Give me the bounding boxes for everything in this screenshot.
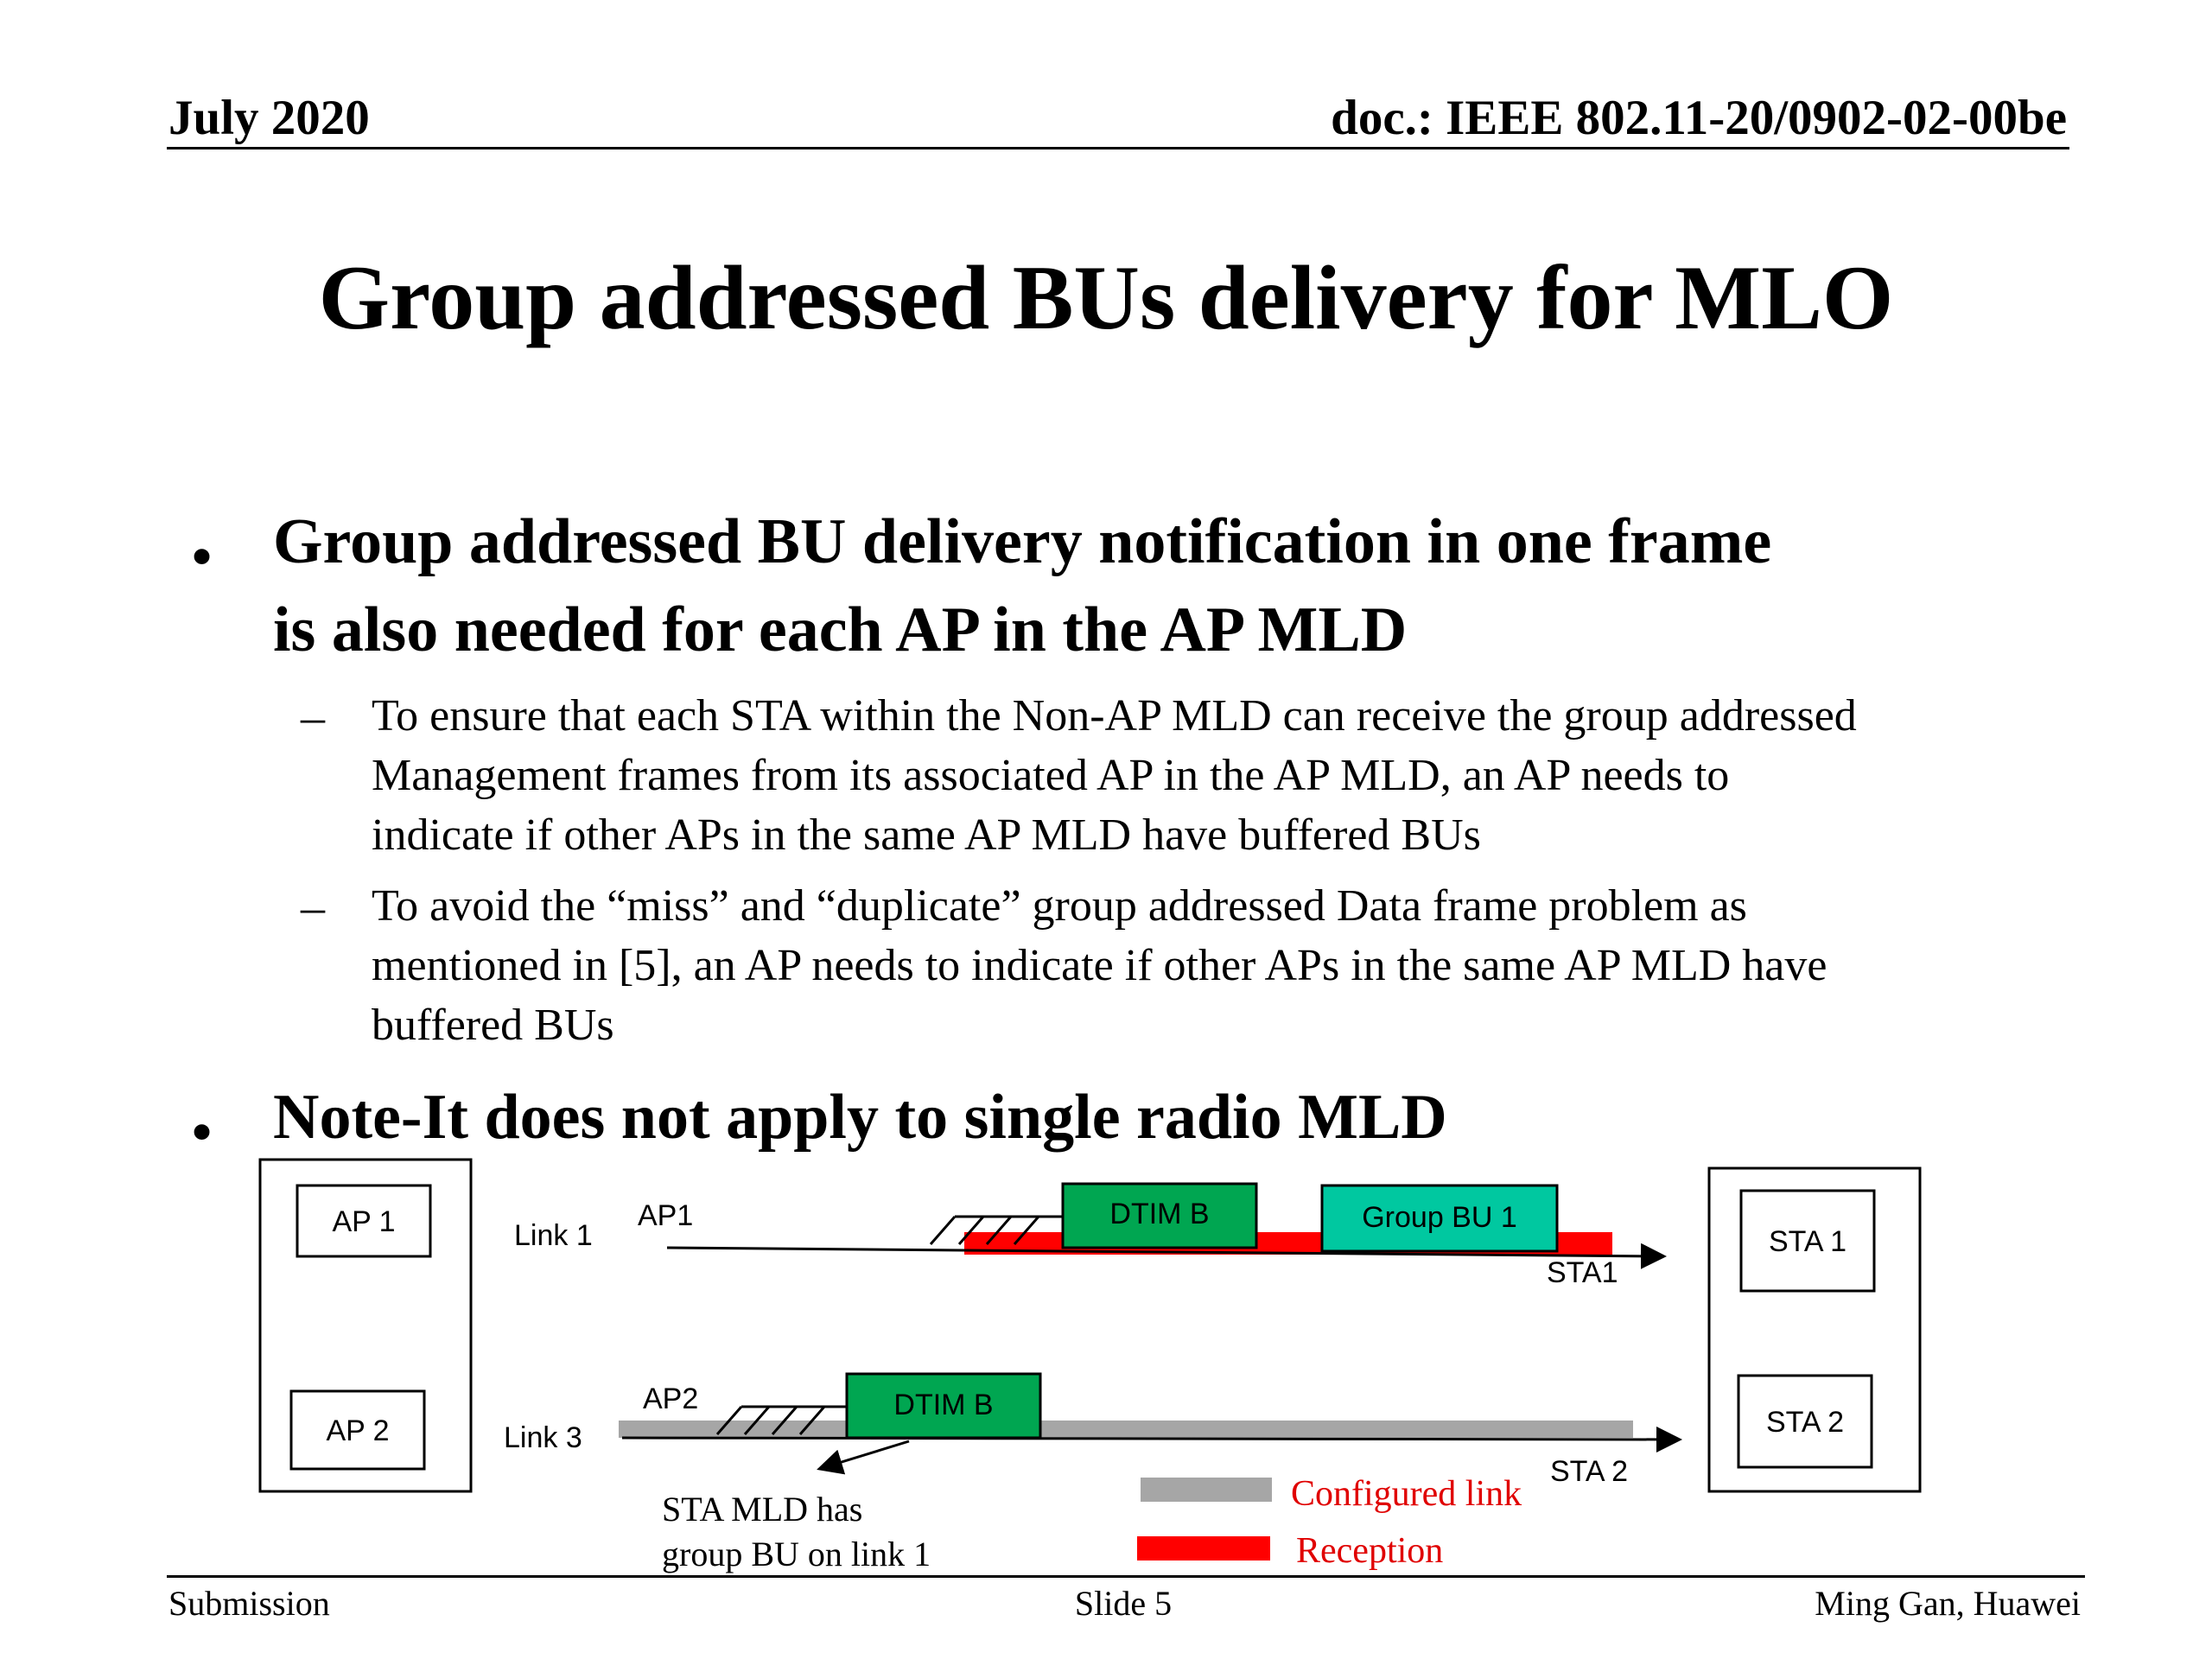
sub-bullet-2-line-3: buffered BUs [372,1001,614,1050]
ap2-label: AP 2 [326,1414,390,1447]
legend-reception-swatch [1137,1536,1270,1560]
footer-submission: Submission [168,1584,330,1623]
sub-bullet-1-line-2: Management frames from its associated AP in the AP MLD, an AP needs to [372,751,1730,800]
sub-bullet-2-line-2: mentioned in [5], an AP needs to indicate if other APs in the same AP MLD have [372,941,1827,990]
link3-ap-label: AP2 [643,1382,699,1415]
legend-configured-label: Configured link [1291,1474,1522,1514]
link1-ap-label: AP1 [638,1199,694,1232]
footer-divider [167,1575,2085,1578]
sub-bullet-1-line-1: To ensure that each STA within the Non-AP MLD can receive the group addressed [372,691,1857,741]
bullet-2-line-1: Note-It does not apply to single radio MLD [273,1082,1447,1153]
sta2-label: STA 2 [1765,1406,1845,1439]
link1-group-bu-label: Group BU 1 [1362,1201,1517,1234]
bullet-1-line-1: Group addressed BU delivery notification in one frame [273,506,1772,577]
sub-bullet-1-line-3: indicate if other APs in the same AP MLD have buffered BUs [372,810,1481,860]
sub-bullet-marker: – [301,880,325,934]
footer-slide-number: Slide 5 [1074,1584,1173,1623]
note-line-2: group BU on link 1 [662,1535,931,1573]
link3-timeline-arrow [622,1438,1680,1440]
link1-label: Link 1 [514,1219,593,1252]
header-doc-id: doc.: IEEE 802.11-20/0902-02-00be [1331,91,2067,145]
bullet-marker: • [192,525,213,588]
link3-label: Link 3 [504,1421,582,1454]
bullet-marker: • [192,1101,213,1164]
link1-sta-label: STA1 [1547,1256,1618,1289]
link3-configured-bar [619,1421,1633,1438]
footer-author: Ming Gan, Huawei [1815,1584,2081,1623]
note-line-1: STA MLD has [662,1490,863,1529]
link1-dtim-label: DTIM B [1109,1198,1210,1230]
sub-bullet-2-line-1: To avoid the “miss” and “duplicate” group addressed Data frame problem as [372,881,1747,931]
sub-bullet-marker: – [301,690,325,744]
note-arrow [819,1441,909,1469]
slide-title: Group addressed BUs delivery for MLO [318,247,1894,348]
legend-reception-label: Reception [1296,1531,1444,1571]
sta1-label: STA 1 [1768,1225,1847,1258]
legend-configured-swatch [1141,1478,1272,1502]
bullet-1-line-2: is also needed for each AP in the AP MLD [273,594,1408,665]
link3-dtim-label: DTIM B [893,1389,994,1421]
header-date: July 2020 [168,91,370,145]
link3-sta-label: STA 2 [1550,1455,1629,1488]
ap1-label: AP 1 [332,1205,396,1238]
